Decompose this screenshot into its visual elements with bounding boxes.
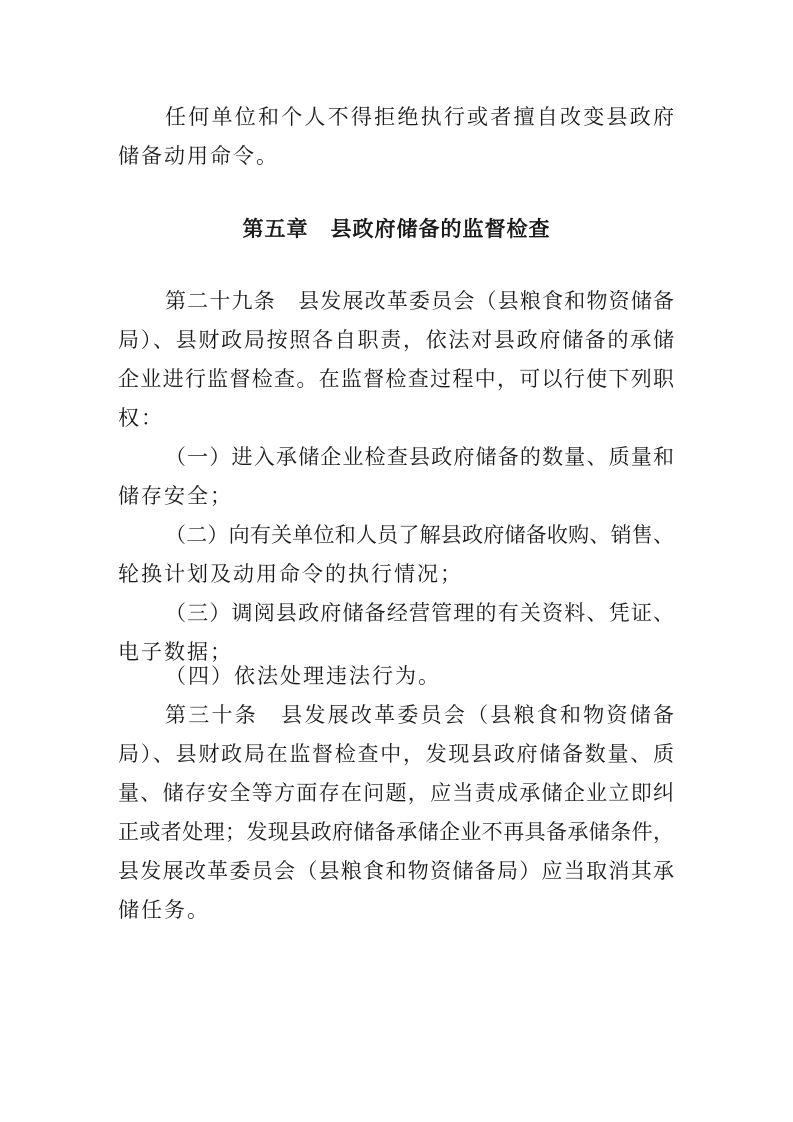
item-3-line-1: （三）调阅县政府储备经营管理的有关资料、凭证、	[165, 601, 674, 625]
item-1-line-1: （一）进入承储企业检查县政府储备的数量、质量和	[165, 445, 674, 469]
article-30-line-5: 县发展改革委员会（县粮食和物资储备局）应当取消其承	[118, 859, 674, 883]
article-29-line-1: 第二十九条 县发展改革委员会（县粮食和物资储备	[165, 289, 674, 313]
item-4-line-1: （四）依法处理违法行为。	[165, 664, 441, 688]
article-30-line-1: 第三十条 县发展改革委员会（县粮食和物资储备	[165, 703, 674, 727]
item-2-line-1: （二）向有关单位和人员了解县政府储备收购、销售、	[165, 523, 674, 547]
chapter-title: 第五章 县政府储备的监督检查	[242, 217, 551, 241]
article-29-line-4: 权：	[118, 406, 164, 430]
item-2-line-2: 轮换计划及动用命令的执行情况；	[118, 562, 463, 586]
article-30-line-6: 储任务。	[118, 898, 210, 922]
article-29-line-2: 局）、县财政局按照各自职责，依法对县政府储备的承储	[118, 328, 674, 352]
article-30-line-4: 正或者处理；发现县政府储备承储企业不再具备承储条件，	[118, 820, 674, 844]
article-30-line-2: 局）、县财政局在监督检查中，发现县政府储备数量、质	[118, 742, 674, 766]
article-29-line-3: 企业进行监督检查。在监督检查过程中，可以行使下列职	[118, 367, 674, 391]
item-1-line-2: 储存安全；	[118, 484, 233, 508]
article-30-line-3: 量、储存安全等方面存在问题，应当责成承储企业立即纠	[118, 781, 674, 805]
intro-line-1: 任何单位和个人不得拒绝执行或者擅自改变县政府	[165, 105, 674, 129]
intro-line-2: 储备动用命令。	[118, 144, 279, 168]
item-3-line-2: 电子数据；	[118, 640, 233, 664]
